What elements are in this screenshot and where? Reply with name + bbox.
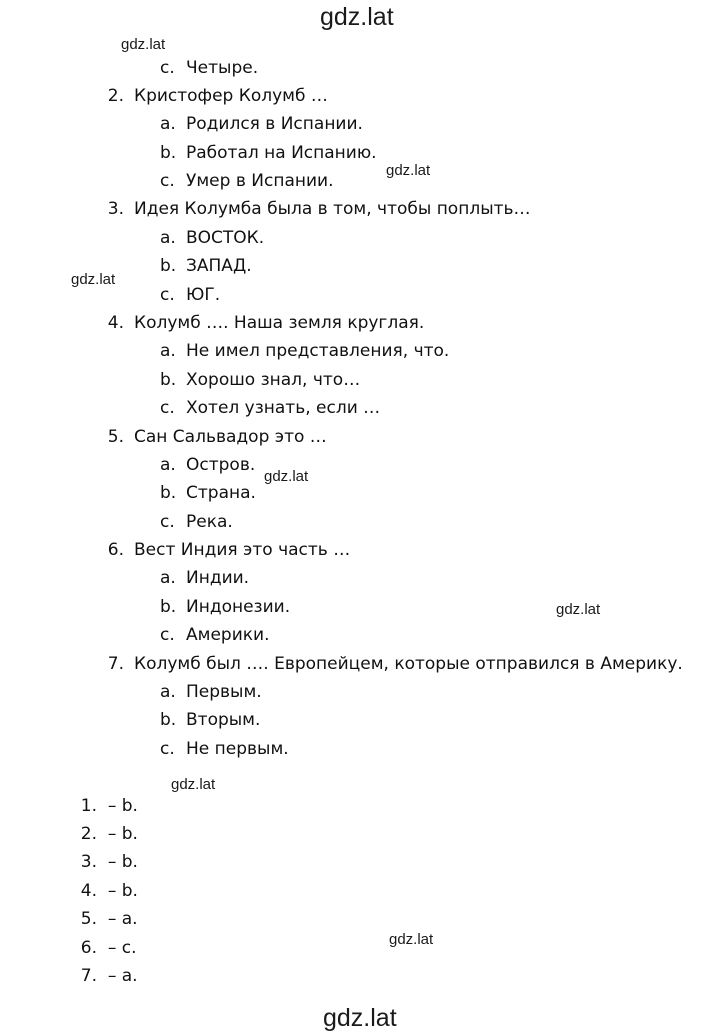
option-text: Умер в Испании. <box>186 171 334 191</box>
option-text: Река. <box>186 512 233 532</box>
answer-item <box>73 937 136 959</box>
option-item <box>160 681 262 703</box>
option-letter: c. <box>160 58 175 78</box>
option-letter: c. <box>160 398 175 418</box>
question-number: 3. <box>107 199 124 219</box>
watermark: gdz.lat <box>264 468 309 485</box>
option-item <box>160 567 249 589</box>
watermark: gdz.lat <box>386 162 431 179</box>
watermark: gdz.lat <box>556 601 601 618</box>
question-number: 6. <box>107 540 124 560</box>
answer-text: – a. <box>107 966 138 986</box>
question-text: Идея Колумба была в том, чтобы поплыть… <box>134 199 531 219</box>
question-number: 7. <box>107 654 124 674</box>
answer-item <box>73 908 138 930</box>
option-letter: b. <box>160 370 177 390</box>
option-letter: b. <box>160 143 177 163</box>
option-text: Работал на Испанию. <box>186 143 377 163</box>
option-letter: a. <box>160 114 176 134</box>
option-text: Четыре. <box>186 58 259 78</box>
option-letter: c. <box>160 625 175 645</box>
option-item <box>160 709 260 731</box>
question-number: 2. <box>107 86 124 106</box>
option-letter: c. <box>160 171 175 191</box>
option-item <box>160 624 269 646</box>
option-letter: b. <box>160 597 177 617</box>
question-item <box>100 312 424 334</box>
answer-number: 5. <box>80 909 97 929</box>
option-letter: a. <box>160 568 176 588</box>
option-item <box>160 255 252 277</box>
option-text: Не имел представления, что. <box>186 341 450 361</box>
answer-text: – b. <box>107 824 138 844</box>
option-item <box>160 511 233 533</box>
option-item <box>160 596 290 618</box>
answer-number: 6. <box>80 938 97 958</box>
option-item <box>160 369 360 391</box>
option-text: Остров. <box>186 455 256 475</box>
answer-text: – c. <box>107 938 137 958</box>
answer-text: – a. <box>107 909 138 929</box>
option-text: Первым. <box>186 682 262 702</box>
option-letter: b. <box>160 710 177 730</box>
option-text: Родился в Испании. <box>186 114 363 134</box>
question-item <box>100 426 327 448</box>
option-letter: b. <box>160 483 177 503</box>
option-item <box>160 482 256 504</box>
option-text: ВОСТОК. <box>186 228 265 248</box>
answer-number: 3. <box>80 852 97 872</box>
option-text: Страна. <box>186 483 256 503</box>
option-letter: a. <box>160 682 176 702</box>
option-text: Индии. <box>186 568 250 588</box>
answer-item <box>73 795 138 817</box>
option-item <box>160 227 264 249</box>
question-item <box>100 85 328 107</box>
option-item <box>160 284 220 306</box>
option-item <box>160 397 380 419</box>
option-item <box>160 340 449 362</box>
option-text: Хотел узнать, если … <box>186 398 381 418</box>
option-text: Индонезии. <box>186 597 291 617</box>
option-item <box>160 142 377 164</box>
option-item <box>160 57 258 79</box>
question-text: Вест Индия это часть … <box>134 540 351 560</box>
answer-number: 4. <box>80 881 97 901</box>
option-letter: a. <box>160 455 176 475</box>
option-letter: c. <box>160 512 175 532</box>
question-item <box>100 539 350 561</box>
header-watermark: gdz.lat <box>320 3 394 31</box>
answer-number: 1. <box>80 796 97 816</box>
answer-item <box>73 880 138 902</box>
question-text: Сан Сальвадор это … <box>134 427 327 447</box>
question-item <box>100 653 683 675</box>
answer-number: 2. <box>80 824 97 844</box>
option-item <box>160 738 289 760</box>
option-letter: c. <box>160 285 175 305</box>
option-letter: a. <box>160 341 176 361</box>
question-number: 5. <box>107 427 124 447</box>
option-letter: a. <box>160 228 176 248</box>
answer-item <box>73 851 138 873</box>
option-text: Америки. <box>186 625 270 645</box>
answer-text: – b. <box>107 881 138 901</box>
option-text: Вторым. <box>186 710 261 730</box>
watermark: gdz.lat <box>171 776 216 793</box>
option-text: ЗАПАД. <box>186 256 252 276</box>
question-text: Кристофер Колумб … <box>134 86 328 106</box>
watermark: gdz.lat <box>121 36 166 53</box>
answer-item <box>73 823 138 845</box>
question-number: 4. <box>107 313 124 333</box>
option-item <box>160 113 363 135</box>
answer-item <box>73 965 138 987</box>
watermark: gdz.lat <box>389 931 434 948</box>
question-item <box>100 198 531 220</box>
option-letter: c. <box>160 739 175 759</box>
answer-number: 7. <box>80 966 97 986</box>
answer-text: – b. <box>107 796 138 816</box>
option-item <box>160 170 333 192</box>
watermark: gdz.lat <box>71 271 116 288</box>
option-item <box>160 454 255 476</box>
answer-text: – b. <box>107 852 138 872</box>
option-letter: b. <box>160 256 177 276</box>
option-text: ЮГ. <box>186 285 221 305</box>
option-text: Не первым. <box>186 739 289 759</box>
option-text: Хорошо знал, что… <box>186 370 361 390</box>
question-text: Колумб …. Наша земля круглая. <box>134 313 425 333</box>
question-text: Колумб был …. Европейцем, которые отправился в Америку. <box>134 654 683 674</box>
footer-watermark: gdz.lat <box>323 1004 397 1032</box>
